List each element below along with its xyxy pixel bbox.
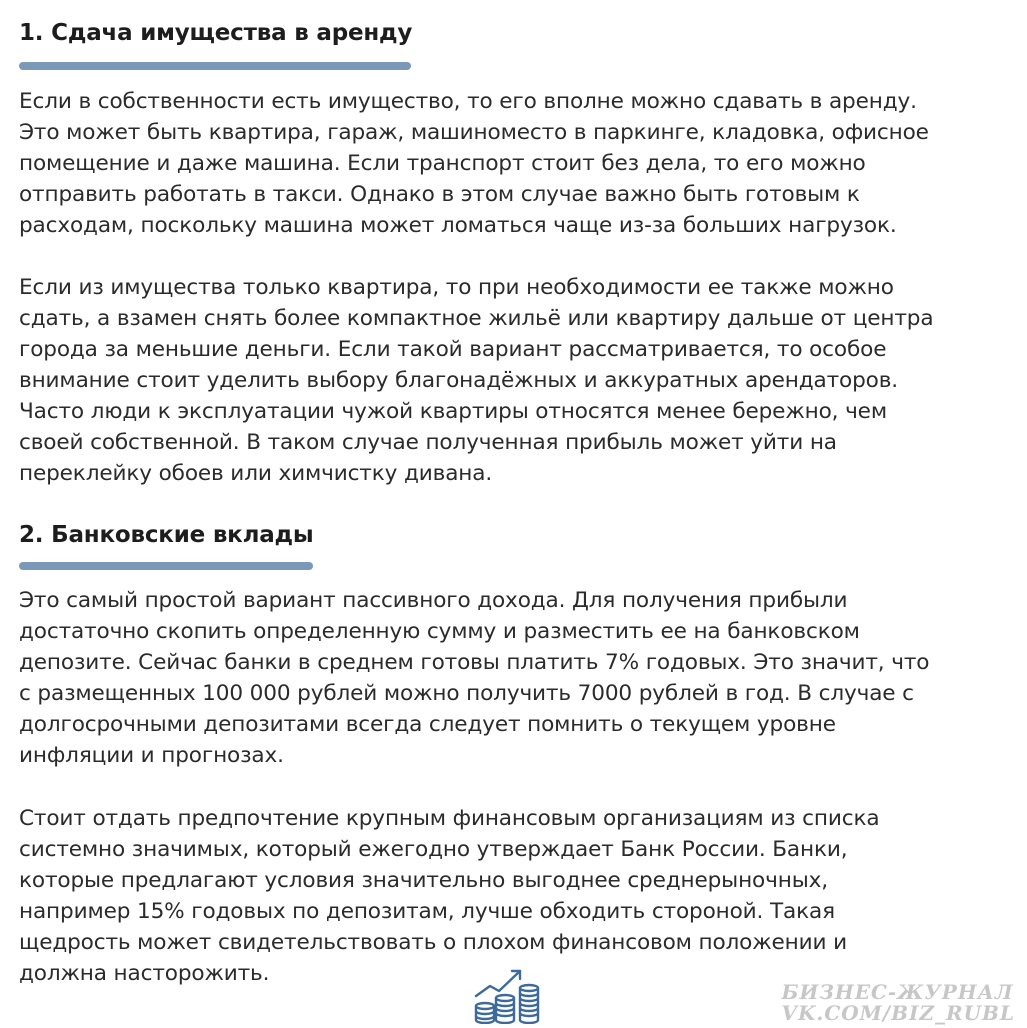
watermark-line-1: БИЗНЕС-ЖУРНАЛ xyxy=(781,980,1014,1004)
watermark xyxy=(781,982,1015,1024)
watermark-line-2: VK.COM/BIZ_RUBL xyxy=(781,1001,1015,1025)
section-2-underline xyxy=(19,562,313,570)
section-1-paragraph-2: Если из имущества только квартира, то при необходимости ее также можно сдать, а взамен снять более компактное жильё или квартиру дальше от центра города за меньшие деньги. Если такой вариант рассматривается, то особое внимание стоит уделить выбору благонадёжных и аккуратных арендаторов. Часто люди к эксплуатации чужой квартиры относятся менее бережно, чем своей собственной. В таком случае полученная прибыль может уйти на переклейку обоев или химчистку дивана. xyxy=(19,275,934,486)
section-1-paragraph-1: Если в собственности есть имущество, то его вполне можно сдавать в аренду. Это может быть квартира, гараж, машиноместо в паркинге, кладовка, офисное помещение и даже машина. Если транспорт стоит без дела, то его можно отправить работать в такси. Однако в этом случае важно быть готовым к расходам, поскольку машина может ломаться чаще из-за больших нагрузок. xyxy=(19,89,929,238)
section-2-heading: 2. Банковские вклады xyxy=(19,522,314,548)
section-1-underline xyxy=(19,62,411,70)
section-2-paragraph-1: Это самый простой вариант пассивного дохода. Для получения прибыли достаточно скопить определенную сумму и разместить ее на банковском депозите. Сейчас банки в среднем готовы платить 7% годовых. Это значит, что с размещенных 100 000 рублей можно получить 7000 рублей в год. В случае с долгосрочными депозитами всегда следует помнить о текущем уровне инфляции и прогнозах. xyxy=(19,588,930,768)
coin-stacks-growth-icon xyxy=(472,966,546,1024)
section-2-paragraph-2: Стоит отдать предпочтение крупным финансовым организациям из списка системно значимых, который ежегодно утверждает Банк России. Банки, которые предлагают условия значительно выгоднее среднерыночных, например 15% годовых по депозитам, лучше обходить стороной. Такая щедрость может свидетельствовать о плохом финансовом положении и должна насторожить. xyxy=(19,806,880,986)
section-1-heading: 1. Сдача имущества в аренду xyxy=(19,20,413,46)
